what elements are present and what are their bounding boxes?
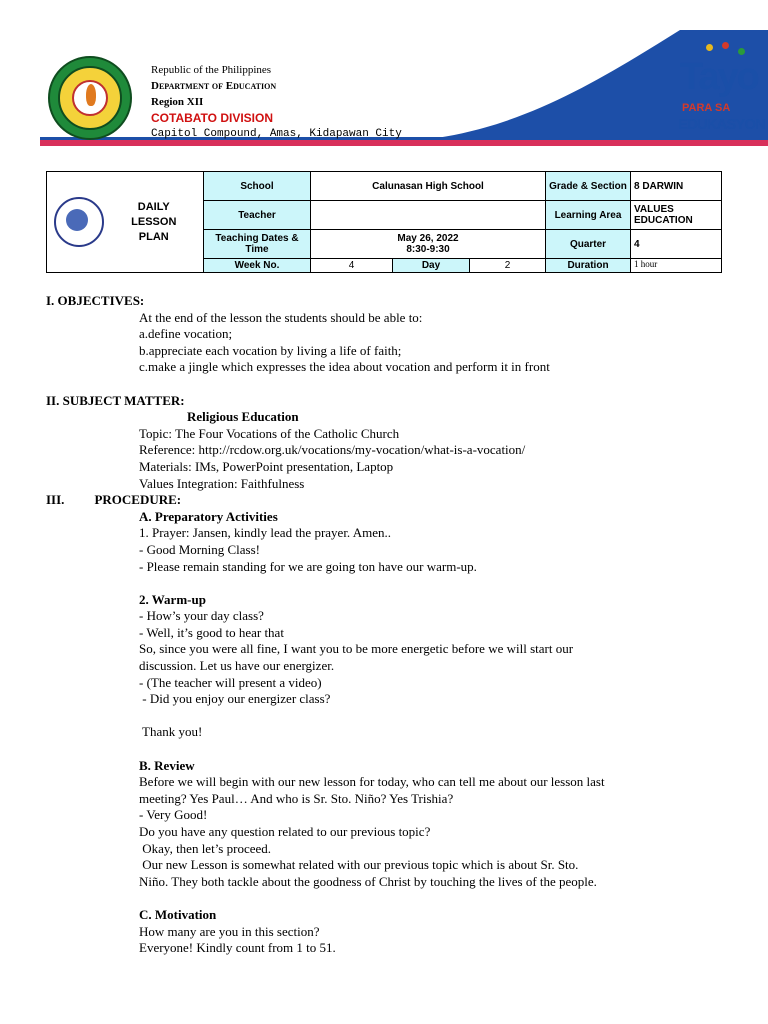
review-heading: B. Review — [139, 757, 195, 773]
lesson-body — [46, 293, 746, 957]
procedure-heading: III. PROCEDURE: — [46, 492, 182, 508]
area-label: Learning Area — [546, 201, 631, 230]
dlp-title: DAILY LESSON PLAN — [131, 200, 177, 243]
grade-value: 8 DARWIN — [631, 172, 722, 201]
prayer-line: 1. Prayer: Jansen, kindly lead the prayer. Amen.. — [139, 525, 391, 541]
motivation-line-1: How many are you in this section? — [139, 923, 320, 939]
republic-line: Republic of the Philippines — [151, 64, 272, 76]
dates-value: May 26, 2022 8:30-9:30 — [311, 230, 546, 259]
address-line: Capitol Compound, Amas, Kidapawan City — [151, 128, 402, 140]
deped-seal-cell — [47, 172, 204, 273]
day-value: 2 — [470, 259, 546, 273]
topic-line: Topic: The Four Vocations of the Catholic Church — [139, 425, 400, 441]
week-label: Week No. — [204, 259, 311, 273]
grade-label: Grade & Section — [546, 172, 631, 201]
materials-line: Materials: IMs, PowerPoint presentation, Laptop — [139, 458, 394, 474]
dates-label: Teaching Dates & Time — [204, 230, 311, 259]
review-line-5: Okay, then let’s proceed. — [139, 840, 271, 856]
review-line-4: Do you have any question related to our previous topic? — [139, 824, 431, 839]
motivation-line-2: Everyone! Kindly count from 1 to 51. — [139, 940, 336, 956]
warmup-line-4: discussion. Let us have our energizer. — [139, 658, 335, 674]
school-value: Calunasan High School — [311, 172, 546, 201]
school-label: School — [204, 172, 311, 201]
warmup-line-1: - How’s your day class? — [139, 608, 264, 624]
area-value: VALUES EDUCATION — [631, 201, 722, 230]
warmup-line-5: - (The teacher will present a video) — [139, 674, 322, 690]
standing-line: - Please remain standing for we are going ton have our warm-up. — [139, 558, 477, 574]
duration-value: 1 hour — [631, 259, 722, 273]
lesson-plan-info-table — [46, 171, 722, 273]
review-line-2: meeting? Yes Paul… And who is Sr. Sto. Niño? Yes Trishia? — [139, 790, 454, 806]
objective-b: b.appreciate each vocation by living a life of faith; — [139, 342, 402, 358]
day-label: Day — [393, 259, 470, 273]
reference-line: Reference: http://rcdow.org.uk/vocations/my-vocation/what-is-a-vocation/ — [139, 442, 526, 458]
division-seal — [48, 56, 132, 140]
objective-c: c.make a jingle which expresses the idea about vocation and perform it in front — [139, 359, 550, 375]
teacher-label: Teacher — [204, 201, 311, 230]
letterhead-text — [151, 62, 402, 142]
week-value: 4 — [311, 259, 393, 273]
subject-matter-sub: Religious Education — [187, 409, 299, 425]
greeting-line: - Good Morning Class! — [139, 541, 260, 557]
subject-matter-heading: II. SUBJECT MATTER: — [46, 392, 185, 408]
review-line-7: Niño. They both tackle about the goodness of Christ by touching the lives of the people. — [139, 873, 597, 889]
letterhead — [0, 0, 768, 150]
objectives-intro: At the end of the lesson the students should be able to: — [139, 309, 423, 325]
tayo-logo-para-sa: PARA SA — [682, 102, 731, 114]
review-line-6: Our new Lesson is somewhat related with our previous topic which is about Sr. Sto. — [139, 857, 579, 873]
warmup-line-3: So, since you were all fine, I want you to be more energetic before we will start our — [139, 641, 574, 657]
objectives-heading: I. OBJECTIVES: — [46, 293, 145, 308]
motivation-heading: C. Motivation — [139, 906, 217, 922]
thank-you-line: Thank you! — [139, 724, 203, 740]
division-line: COTABATO DIVISION — [151, 111, 274, 125]
tayo-logo-edukasyon: EDUKASYON — [678, 116, 765, 133]
duration-label: Duration — [546, 259, 631, 273]
objective-a: a.define vocation; — [139, 326, 233, 342]
deped-seal — [54, 197, 104, 247]
preparatory-heading: A. Preparatory Activities — [139, 508, 278, 524]
warmup-heading: 2. Warm-up — [139, 591, 206, 607]
tayo-logo-word: Tayo — [680, 56, 758, 98]
quarter-value: 4 — [631, 230, 722, 259]
warmup-line-2: - Well, it’s good to hear that — [139, 624, 284, 640]
review-line-3: - Very Good! — [139, 807, 208, 823]
region-line: Region XII — [151, 96, 204, 108]
department-line: Department of Education — [151, 80, 277, 92]
review-line-1: Before we will begin with our new lesson for today, who can tell me about our lesson last — [139, 774, 605, 790]
teacher-value — [311, 201, 546, 230]
tayo-logo — [676, 42, 765, 142]
values-line: Values Integration: Faithfulness — [139, 475, 305, 491]
warmup-line-6: - Did you enjoy our energizer class? — [139, 691, 331, 707]
quarter-label: Quarter — [546, 230, 631, 259]
